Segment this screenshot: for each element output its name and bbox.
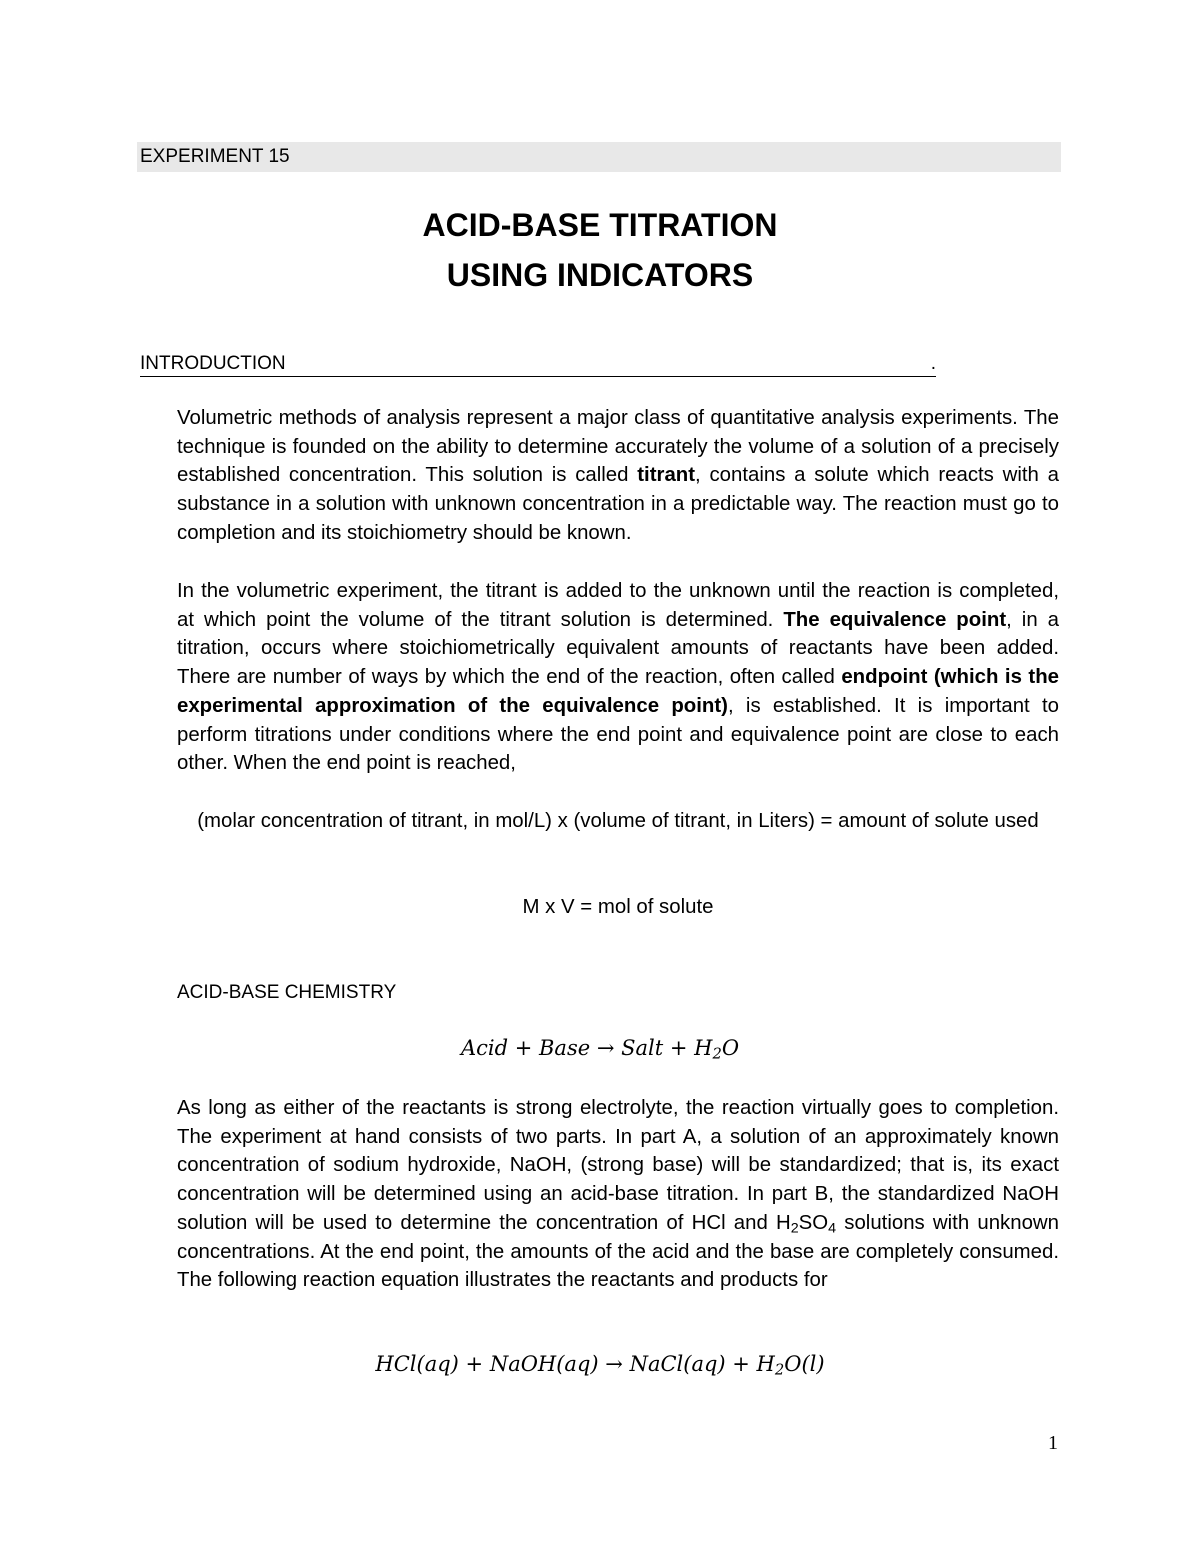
equation-hcl-naoh: HCl(aq) + NaOH(aq) → NaCl(aq) + $H_2O(l)$ [375, 1352, 825, 1379]
introduction-heading [140, 352, 936, 377]
title-line-2: USING INDICATORS [446, 257, 754, 293]
intro-paragraph-2: In the volumetric experiment, the titrant is added to the unknown until the reaction is completed, at which point the volume of the titrant solution is determined. The equivalence point, in a titration, occurs where stoichiometrically equivalent amounts of reactants have been added. There are number of ways by which the end of the reaction, often called endpoint (which is the experimental approximation of the equivalence point), is established. It is important to perform titrations under conditions where the end point and equivalence point are close to each other. When the end point is reached, [177, 580, 1060, 775]
title-line-1: ACID-BASE TITRATION [422, 207, 778, 243]
equation-acid-base: Acid + Base → Salt + $H_2O$ [460, 1036, 740, 1063]
term-titrant: titrant [637, 464, 696, 487]
formula-text: (molar concentration of titrant, in mol/L) x (volume of titrant, in Liters) = amount of solute used [197, 810, 1039, 832]
term-endpoint: endpoint (which is the experimental approximation of the equivalence point) [177, 666, 1059, 717]
acid-base-heading: ACID-BASE CHEMISTRY [177, 982, 397, 1003]
experiment-label: EXPERIMENT 15 [137, 142, 1061, 172]
page-title [0, 200, 1200, 300]
acid-base-paragraph: As long as either of the reactants is strong electrolyte, the reaction virtually goes to completion. The experiment at hand consists of two parts. In part A, a solution of an approximately known concentration of sodium hydroxide, NaOH, (strong base) will be standardized; that is, its exact concentration will be determined using an acid-base titration. In part B, the standardized NaOH solution will be used to determine the concentration of HCl and $H_2SO_4$ solutions with unknown concentrations. At the end point, the amounts of the acid and the base are completely consumed. The following reaction equation illustrates the reactants and products for [177, 1097, 1059, 1292]
formula-short: M x V = mol of solute [522, 896, 714, 918]
page-number: 1 [1048, 1432, 1058, 1454]
introduction-heading-suffix: . [930, 353, 936, 374]
intro-paragraph-1: Volumetric methods of analysis represent a major class of quantitative analysis experiments. The technique is founded on the ability to determine accurately the volume of a solution of a precisely established concentration. This solution is called titrant, contains a solute which reacts with a substance in a solution with unknown concentration in a predictable way. The reaction must go to completion and its stoichiometry should be known. [177, 407, 1059, 544]
introduction-heading-text: INTRODUCTION [140, 353, 286, 374]
term-equivalence-point: The equivalence point [783, 608, 1007, 631]
